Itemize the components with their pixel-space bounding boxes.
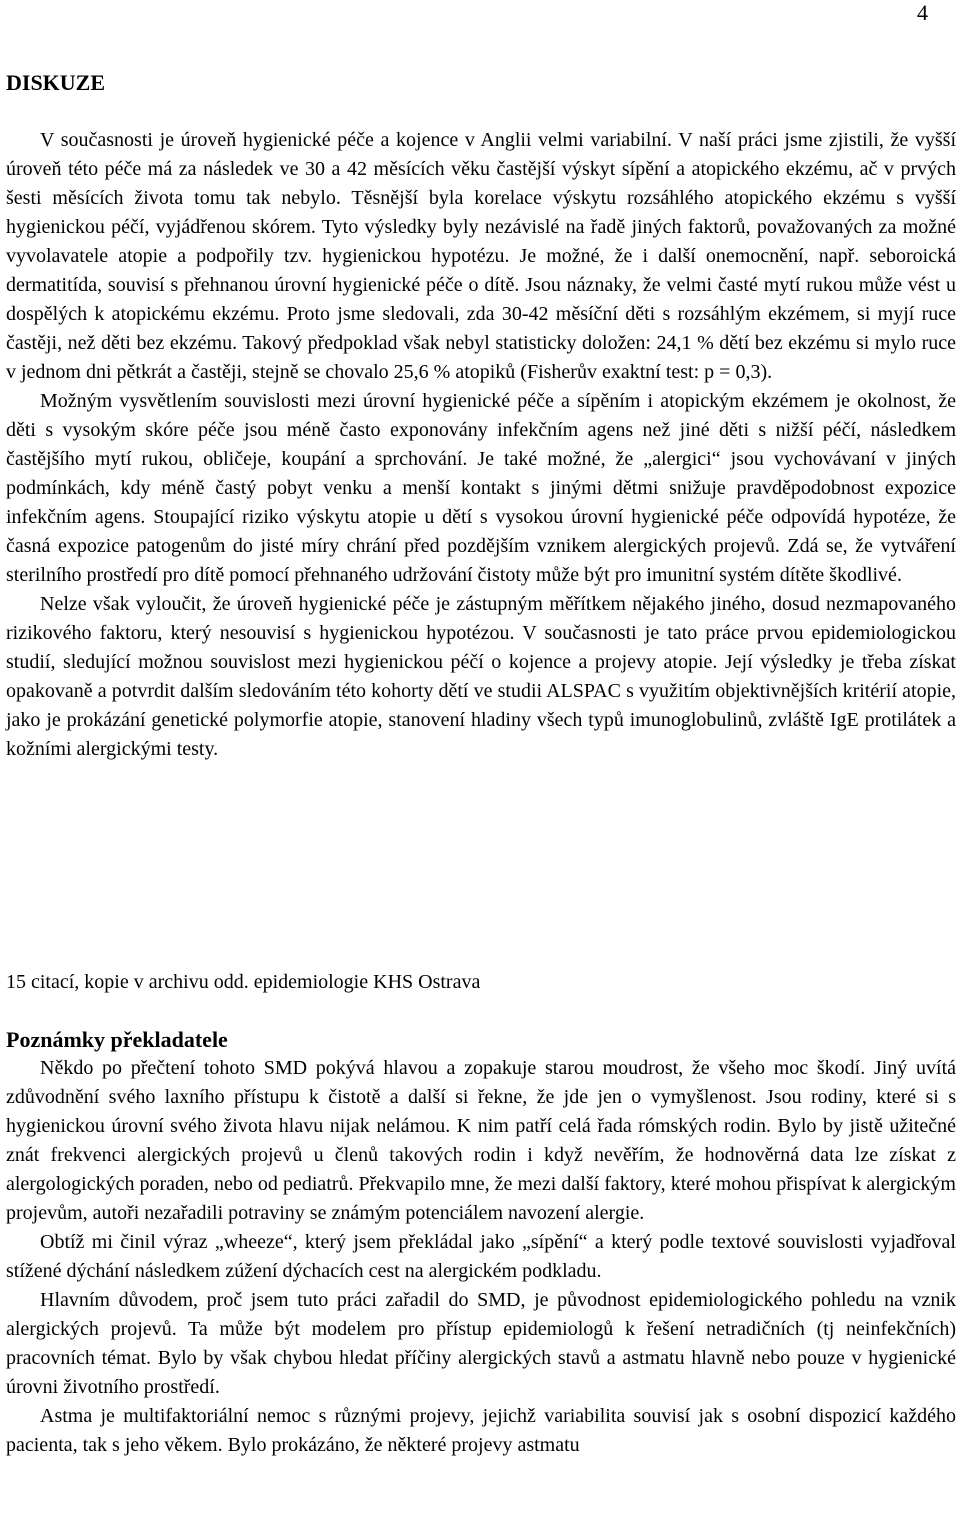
diskuze-paragraph-1: V současnosti je úroveň hygienické péče a kojence v Anglii velmi variabilní. V naší práci jsme zjistili, že vyšší úroveň této péče má za následek ve 30 a 42 měsících věku častější výskyt sípění a atopického ekzému, ač v prvých šesti měsících života tomu tak nebylo. Těsnější byla korelace výskytu rozsáhlého atopického ekzému s vyšší hygienickou péčí, vyjádřenou skórem. Tyto výsledky byly nezávislé na řadě jiných faktorů, považovaných za možné vyvolavatele atopie a podpořily tzv. hygienickou hypotézu. Je možné, že i další onemocnění, např. seboroická dermatitída, souvisí s přehnanou úrovní hygienické péče o dítě. Jsou náznaky, že velmi časté mytí rukou může vést u dospělých k atopickému ekzému. Proto jsme sledovali, zda 30-42 měsíční děti s rozsáhlým ekzémem, si myjí ruce častěji, než děti bez ekzému. Takový předpoklad však nebyl statisticky doložen: 24,1 % dětí bez ekzému si mylo ruce v jednom dni pětkrát a častěji, stejně se chovalo 25,6 % atopiků (Fisherův exaktní test: p = 0,3). <box>6 129 956 383</box>
poznamky-paragraph-3: Hlavním důvodem, proč jsem tuto práci zařadil do SMD, je původnost epidemiologického pohledu na vznik alergických projevů. Ta může být modelem pro přístup epidemiologů k řešení netradičních (tj neinfekčních) pracovních témat. Bylo by však chybou hledat příčiny alergických stavů a astmatu hlavně nebo pouze v hygienické úrovni životního prostředí. <box>6 1289 956 1398</box>
heading-poznamky: Poznámky překladatele <box>6 1027 228 1052</box>
citations-note <box>6 968 956 997</box>
heading-diskuze: DISKUZE <box>6 70 106 95</box>
page-number: 4 <box>917 0 928 25</box>
poznamky-body <box>6 1054 956 1460</box>
poznamky-paragraph-4: Astma je multifaktoriální nemoc s různými projevy, jejichž variabilita souvisí jak s osobní dispozicí každého pacienta, tak s jeho věkem. Bylo prokázáno, že některé projevy astmatu <box>6 1405 956 1456</box>
diskuze-paragraph-3: Nelze však vyloučit, že úroveň hygienické péče je zástupným měřítkem nějakého jiného, dosud nezmapovaného rizikového faktoru, který nesouvisí s hygienickou hypotézou. V současnosti je tato práce prvou epidemiologickou studií, sledující možnou souvislost mezi hygienickou péčí o kojence a projevy atopie. Její výsledky je třeba získat opakovaně a potvrdit dalším sledováním této kohorty dětí ve studii ALSPAC s využitím objektivnějších kritérií atopie, jako je prokázání genetické polymorfie atopie, stanovení hladiny všech typů imunoglobulinů, zvláště IgE protilátek a kožními alergickými testy. <box>6 593 956 760</box>
citations-text: 15 citací, kopie v archivu odd. epidemiologie KHS Ostrava <box>6 971 481 993</box>
poznamky-paragraph-2: Obtíž mi činil výraz „wheeze“, který jsem překládal jako „sípění“ a který podle textové souvislosti vyjadřoval stížené dýchání následkem zúžení dýchacích cest na alergickém podkladu. <box>6 1231 956 1282</box>
poznamky-paragraph-1: Někdo po přečtení tohoto SMD pokývá hlavou a zopakuje starou moudrost, že všeho moc škodí. Jiný uvítá zdůvodnění svého laxního přístupu k čistotě a další si řekne, že jde jen o vymyšlenost. Jsou rodiny, které si s hygienickou úrovní svého života hlavu nijak nelámou. K nim patří celá řada rómských rodin. Bylo by jistě užitečné znát frekvenci alergických projevů u členů takových rodin i když nevěřím, že hodnověrná data lze získat z alergologických poraden, nebo od pediatrů. Překvapilo mne, že mezi další faktory, které mohou přispívat k alergickým projevům, autoři nezařadili potraviny se známým potenciálem navození alergie. <box>6 1057 956 1224</box>
diskuze-paragraph-2: Možným vysvětlením souvislosti mezi úrovní hygienické péče a sípěním i atopickým ekzémem je okolnost, že děti s vysokým skóre péče jsou méně často exponovány infekčním agens než jiné děti s nižší péčí, následkem častějšího mytí rukou, obličeje, koupání a sprchování. Je také možné, že „alergici“ jsou vychovávaní v jiných podmínkách, kdy méně častý pobyt venku a menší kontakt s jinými dětmi snižuje pravděpodobnost expozice infekčním agens. Stoupající riziko výskytu atopie u dětí s vysokou úrovní hygienické péče odpovídá hypotéze, že časná expozice patogenům do jisté míry chrání před pozdějším vznikem alergických projevů. Zdá se, že vytváření sterilního prostředí pro dítě pomocí přehnaného udržování čistoty může být pro imunitní systém dítěte škodlivé. <box>6 390 956 586</box>
diskuze-body <box>6 126 956 764</box>
